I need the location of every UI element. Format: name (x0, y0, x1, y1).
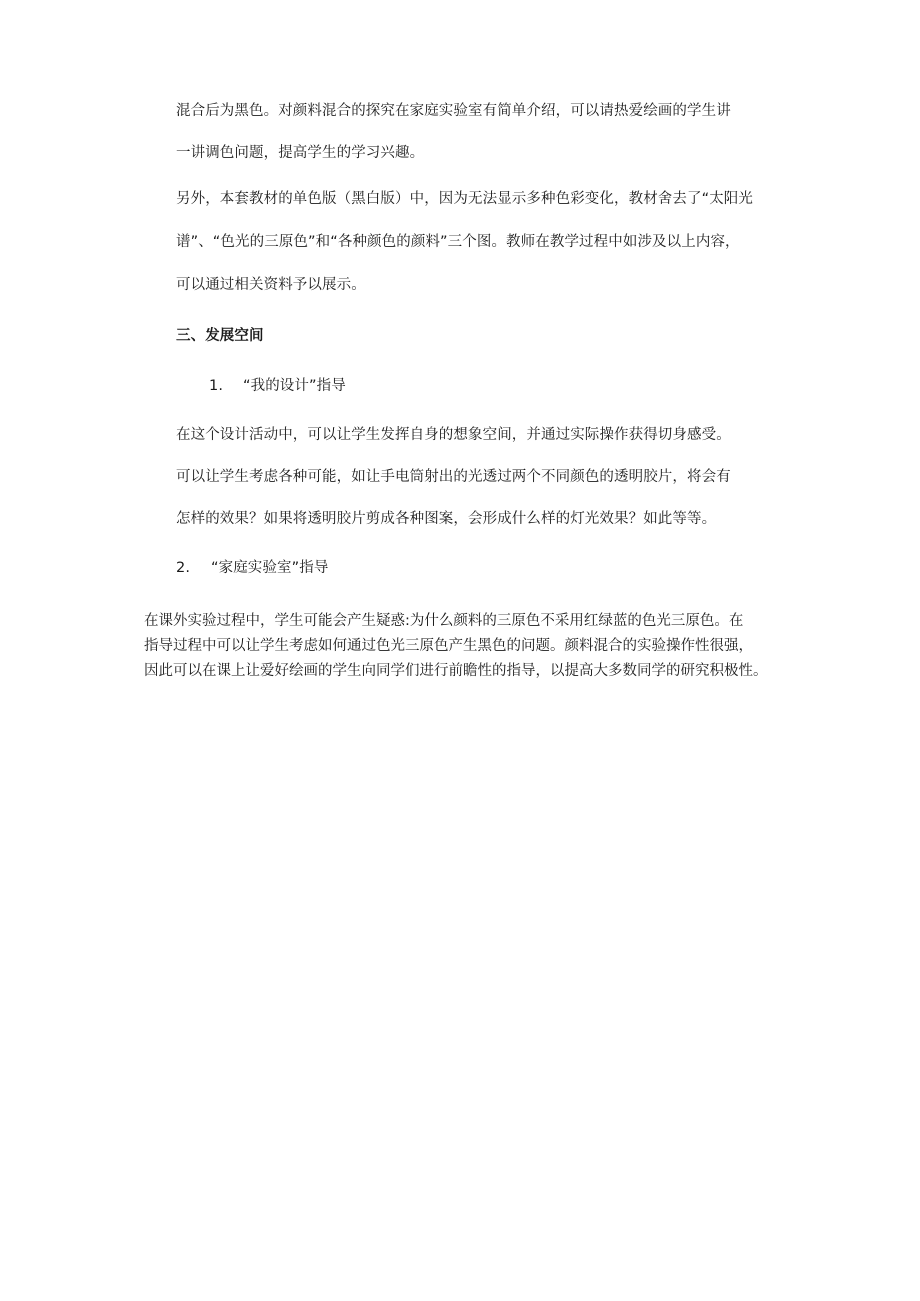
item-2-line-3: 因此可以在课上让爱好绘画的学生向同学们进行前瞻性的指导，以提高大多数同学的研究积极性。 (144, 663, 768, 679)
section-heading: 三、发展空间 (176, 328, 264, 344)
item-1-title: “我的设计”指导 (243, 378, 346, 394)
paragraph-2-line-1: 另外，本套教材的单色版（黑白版）中，因为无法显示多种色彩变化，教材舍去了“太阳光 (176, 191, 754, 207)
item-2-number: 2. (176, 560, 191, 576)
item-1-line-1: 在这个设计活动中，可以让学生发挥自身的想象空间，并通过实际操作获得切身感受。 (176, 427, 731, 443)
paragraph-2-line-3: 可以通过相关资料予以展示。 (176, 277, 366, 293)
item-2-line-2: 指导过程中可以让学生考虑如何通过色光三原色产生黑色的问题。颜料混合的实验操作性很强， (144, 638, 753, 654)
paragraph-1-line-2: 一讲调色问题，提高学生的学习兴趣。 (176, 145, 425, 161)
paragraph-2-line-2: 谱”、“色光的三原色”和“各种颜色的颜料”三个图。教师在教学过程中如涉及以上内容， (176, 234, 740, 250)
item-2-line-1: 在课外实验过程中，学生可能会产生疑惑:为什么颜料的三原色不采用红绿蓝的色光三原色。在 (144, 613, 744, 629)
item-2-body (144, 609, 804, 684)
item-1-number: 1. (209, 378, 224, 394)
item-1-line-3: 怎样的效果？如果将透明胶片剪成各种图案，会形成什么样的灯光效果？如此等等。 (176, 511, 717, 527)
item-1-line-2: 可以让学生考虑各种可能，如让手电筒射出的光透过两个不同颜色的透明胶片，将会有 (176, 469, 731, 485)
item-2-title: “家庭实验室”指导 (211, 560, 329, 576)
paragraph-1-line-1: 混合后为黑色。对颜料混合的探究在家庭实验室有简单介绍，可以请热爱绘画的学生讲 (176, 103, 731, 119)
